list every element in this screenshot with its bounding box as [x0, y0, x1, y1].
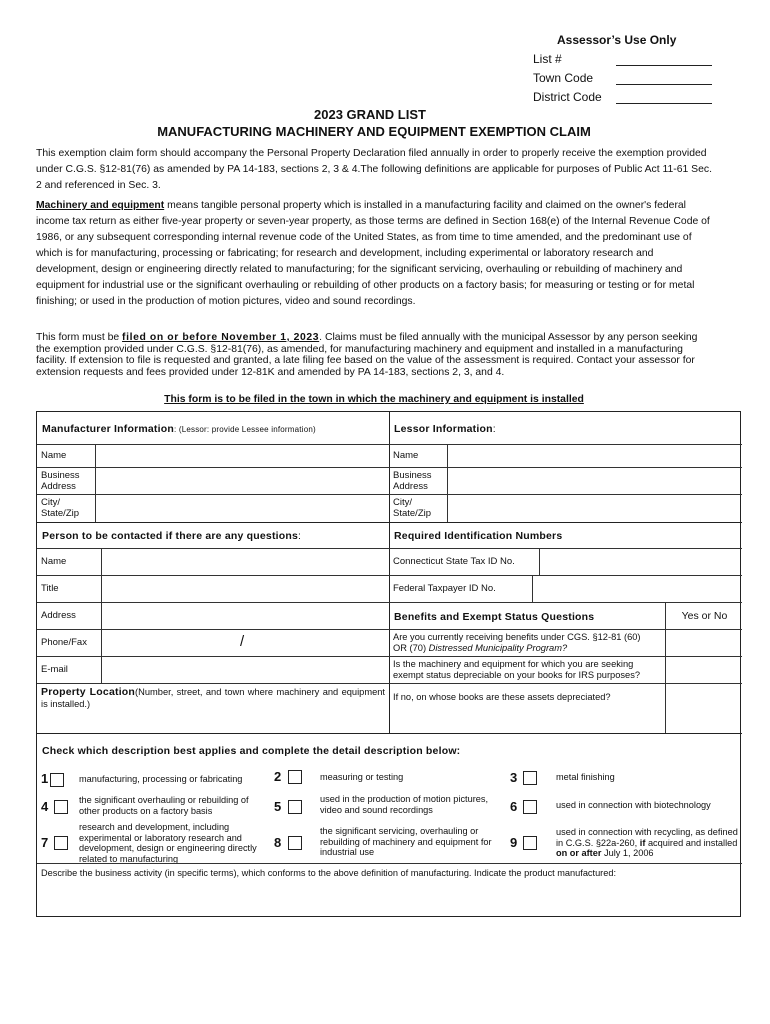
lessor-name-label: Name: [393, 450, 419, 461]
manufacturer-city-label: City/ State/Zip: [41, 497, 80, 519]
manufacturer-name-label: Name: [41, 450, 67, 461]
contact-title-label: Title: [41, 583, 59, 594]
question-depreciable: Is the machinery and equipment for which you are seeking exempt status depreciable on your books for IRS purposes?: [393, 659, 641, 680]
definition-term: Machinery and equipment: [36, 200, 165, 211]
option-7-checkbox[interactable]: [54, 836, 68, 850]
option-9-text: used in connection with recycling, as defined in C.G.S. §22a-260, if acquired and installed on or after July 1, 2006: [556, 827, 738, 859]
option-1-text: manufacturing, processing or fabricating: [79, 774, 243, 784]
option-8-checkbox[interactable]: [288, 836, 302, 850]
option-6-text: used in connection with biotechnology: [556, 800, 711, 810]
question-whose-books: If no, on whose books are these assets depreciated?: [393, 692, 611, 702]
manufacturer-business-address-label: Business Address: [41, 470, 80, 492]
definition-paragraph: [36, 198, 714, 310]
benefits-header: Benefits and Exempt Status Questions: [394, 611, 595, 623]
option-6-number: 6: [510, 799, 518, 814]
answer-benefits-field[interactable]: [666, 630, 741, 656]
ct-tax-id-field[interactable]: [540, 549, 740, 575]
option-5-checkbox[interactable]: [288, 800, 302, 814]
option-5-number: 5: [274, 799, 282, 814]
phone-fax-label: Phone/Fax: [41, 637, 87, 648]
manufacturer-address-field[interactable]: [96, 468, 388, 494]
contact-header: Person to be contacted if there are any questions:: [42, 530, 302, 542]
option-8-text: the significant servicing, overhauling or rebuilding of machinery and equipment for industrial use: [320, 826, 492, 858]
ct-tax-id-label: Connecticut State Tax ID No.: [393, 556, 515, 567]
option-2-number: 2: [274, 769, 282, 784]
answer-depreciable-field[interactable]: [666, 657, 741, 683]
option-5-text: used in the production of motion pictures, video and sound recordings: [320, 794, 489, 815]
option-9-number: 9: [510, 835, 518, 850]
describe-activity-field[interactable]: [39, 882, 739, 916]
lessor-city-label: City/ State/Zip: [393, 497, 432, 519]
exemption-form: [36, 411, 741, 917]
assessor-use-title: Assessor’s Use Only: [557, 33, 677, 47]
intro-paragraph: This exemption claim form should accompany the Personal Property Declaration filed annually in order to properly receive the exemption provided under C.G.S. §12-81(76) as amended by PA 14-183, sections 2, 3 & 4.The following definitions are applicable for purposes of Public Act 11-61 Sec. 2 and referenced in Sec. 3.: [36, 148, 712, 191]
option-7-text: research and development, including experimental or laboratory research and development, design or engineering directly related to manufacturing: [79, 822, 257, 864]
manufacturer-name-field[interactable]: [96, 445, 388, 467]
option-4-checkbox[interactable]: [54, 800, 68, 814]
option-6-checkbox[interactable]: [523, 800, 537, 814]
email-field[interactable]: [102, 657, 388, 683]
phone-fax-field[interactable]: [102, 630, 388, 656]
deadline-date: filed on or before November 1, 2023: [122, 332, 320, 343]
fed-tax-id-label: Federal Taxpayer ID No.: [393, 583, 496, 594]
option-1-number: 1: [41, 771, 49, 786]
answer-whose-books-field[interactable]: [666, 684, 741, 732]
option-3-checkbox[interactable]: [523, 771, 537, 785]
option-4-text: the significant overhauling or rebuilding of other products on a factory basis: [79, 795, 249, 816]
contact-name-label: Name: [41, 556, 67, 567]
question-benefits: Are you currently receiving benefits under CGS. §12-81 (60) OR (70) Distressed Municipality Program?: [393, 632, 641, 653]
email-label: E-mail: [41, 664, 68, 675]
yes-no-header: Yes or No: [681, 610, 728, 622]
lessor-city-field[interactable]: [448, 495, 740, 522]
contact-title-field[interactable]: [102, 576, 388, 602]
contact-name-field[interactable]: [102, 549, 388, 575]
list-number-label: List #: [533, 52, 562, 66]
manufacturer-note: : (Lessor: provide Lessee information): [173, 425, 316, 434]
filing-notice: This form is to be filed in the town in which the machinery and equipment is installed: [164, 394, 584, 405]
describe-activity-label: Describe the business activity (in specific terms), which conforms to the above definition of manufacturing. Indicate the product manufactured:: [41, 868, 617, 878]
lessor-name-field[interactable]: [448, 445, 740, 467]
option-3-number: 3: [510, 770, 518, 785]
fed-tax-id-field[interactable]: [533, 576, 740, 602]
ids-header: Required Identification Numbers: [394, 530, 563, 542]
definition-text: means tangible personal property which is installed in a manufacturing facility and claimed on the owner's federal income tax return as either five-year property or seven-year property, as those terms are defined in Section 168(e) of the Internal Revenue Code of 1986, or any subsequent corresponding internal revenue code of the United States, as from time to time amended, and the predominant use of which is for manufacturing, processing or fabricating; for research and development, including experimental or laboratory research and development, design or engineering directly related to manufacturing; for the significant servicing, overhauling or rebuilding of machinery and equipment for industrial use or the significant overhauling or rebuilding of other products on a factory basis; for measuring or testing or for metal finishing; or used in the production of motion pictures, video and sound recordings.: [36, 200, 710, 307]
deadline-text: . Claims must be filed annually with the municipal Assessor by any person seeking the exemption provided under C.G.S. §12-81(76), as amended, for manufacturing machinery and equipment and installed in a manufacturing facility. If extension to file is requested and granted, a late filing fee based on the value of the assessment is required. Contact your assessor for extension requests and fees provided under 12-81K and amended by PA 14-183, sections 2, 3, and 4.: [36, 332, 698, 378]
town-code-label: Town Code: [533, 71, 594, 85]
town-code-field[interactable]: [616, 84, 712, 85]
column-divider: [389, 412, 390, 733]
lessor-business-address-label: Business Address: [393, 470, 432, 492]
option-8-number: 8: [274, 835, 282, 850]
option-3-text: metal finishing: [556, 772, 615, 782]
option-1-checkbox[interactable]: [50, 773, 64, 787]
form-year-title: 2023 GRAND LIST: [314, 107, 426, 122]
deadline-lead: This form must be: [36, 332, 123, 343]
district-code-field[interactable]: [616, 103, 712, 104]
option-2-text: measuring or testing: [320, 772, 404, 782]
contact-address-field[interactable]: [102, 603, 388, 629]
option-4-number: 4: [41, 799, 49, 814]
option-9-checkbox[interactable]: [523, 836, 537, 850]
manufacturer-city-field[interactable]: [96, 495, 388, 522]
contact-address-label: Address: [41, 610, 76, 621]
deadline-paragraph: [36, 332, 714, 378]
option-7-number: 7: [41, 835, 49, 850]
list-number-field[interactable]: [616, 65, 712, 66]
manufacturer-header: Manufacturer Information: (Lessor: provide Lessee information): [42, 423, 316, 435]
lessor-header: Lessor Information:: [394, 423, 496, 435]
property-location-label: Property Location(Number, street, and town where machinery and equipment is installed.): [41, 686, 385, 709]
phone-fax-separator: /: [240, 633, 245, 650]
check-header: Check which description best applies and complete the detail description below:: [42, 745, 461, 757]
district-code-label: District Code: [533, 90, 602, 104]
lessor-address-field[interactable]: [448, 468, 740, 494]
option-2-checkbox[interactable]: [288, 770, 302, 784]
form-title: MANUFACTURING MACHINERY AND EQUIPMENT EXEMPTION CLAIM: [157, 124, 591, 139]
